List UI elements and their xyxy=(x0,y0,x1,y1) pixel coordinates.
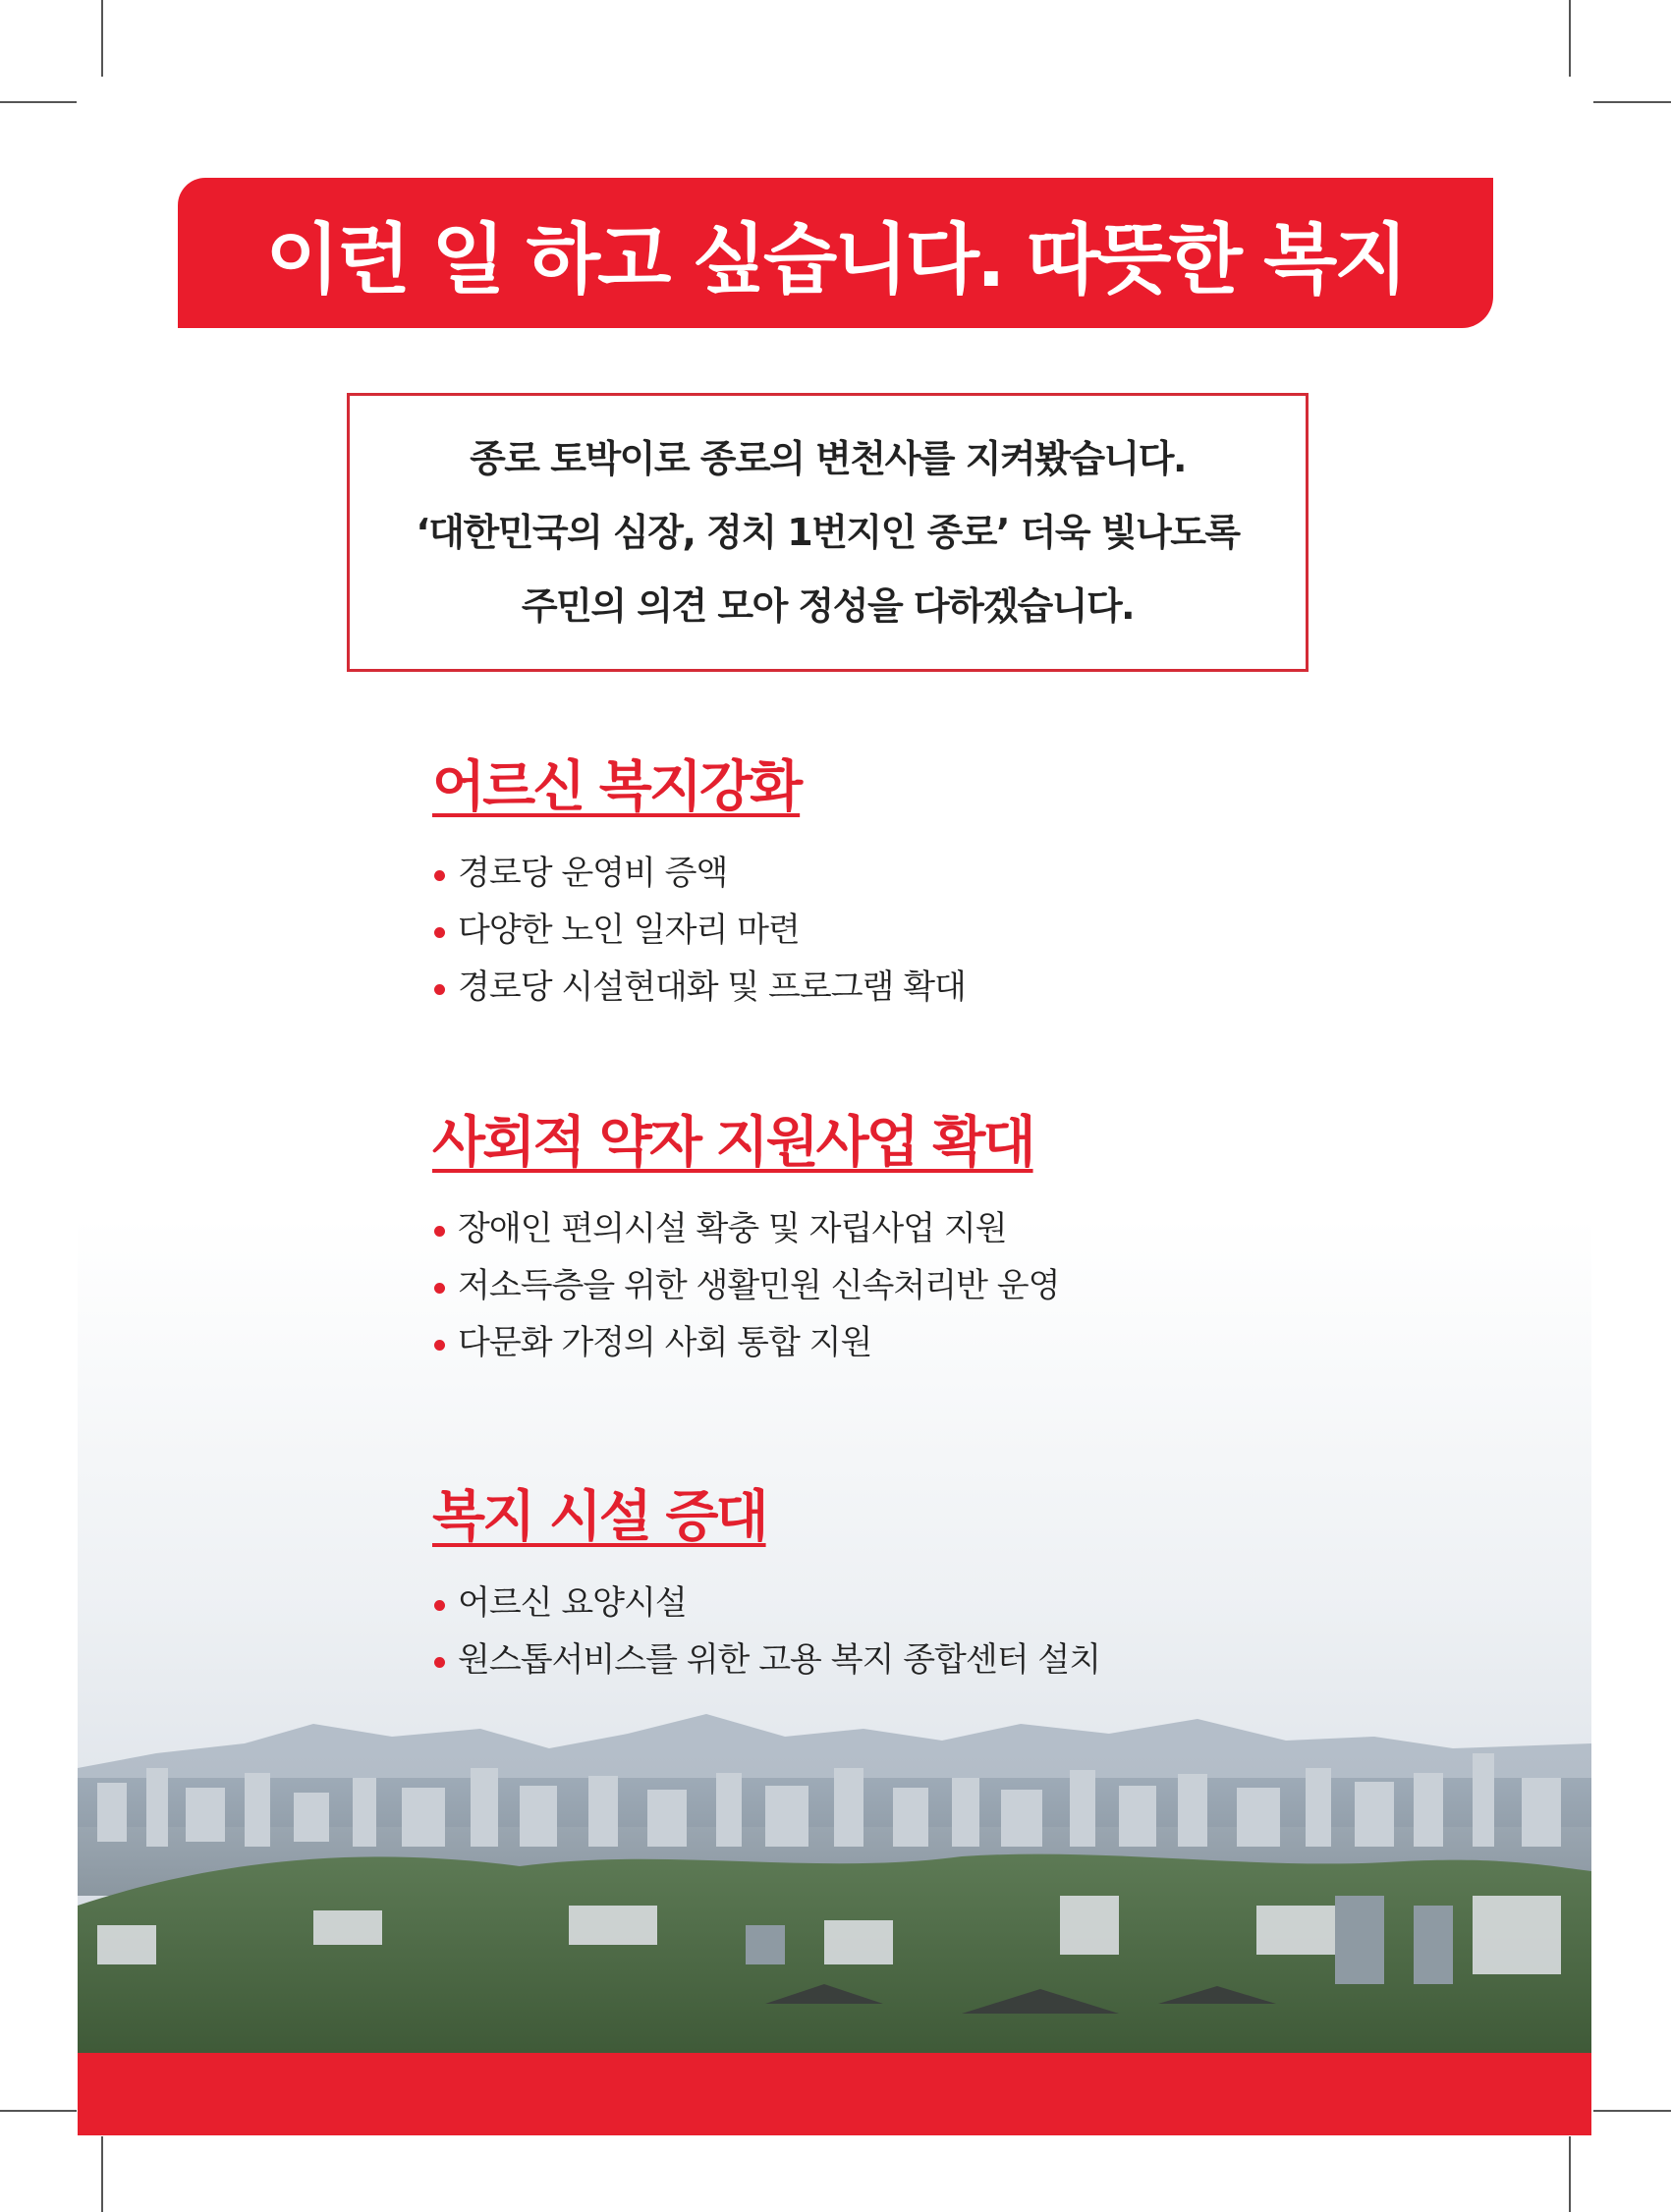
list-item: 다양한 노인 일자리 마련 xyxy=(432,902,1415,959)
section-senior-welfare xyxy=(432,748,1415,1016)
crop-mark xyxy=(1569,2136,1571,2212)
title-banner xyxy=(178,178,1493,328)
intro-line: ‘대한민국의 심장, 정치 1번지인 종로’ 더욱 빛나도록 xyxy=(416,510,1240,554)
section-welfare-facilities xyxy=(432,1478,1415,1688)
bottom-bar xyxy=(78,2053,1591,2135)
crop-mark xyxy=(101,2136,103,2212)
intro-line: 종로 토박이로 종로의 변천사를 지켜봤습니다. xyxy=(470,436,1186,480)
list-item: 경로당 운영비 증액 xyxy=(432,845,1415,902)
section-vulnerable-support xyxy=(432,1104,1415,1371)
crop-mark xyxy=(1569,0,1571,77)
list-item: 어르신 요양시설 xyxy=(432,1575,1415,1631)
intro-box xyxy=(347,393,1309,672)
crop-mark xyxy=(0,2110,77,2112)
list-item: 저소득층을 위한 생활민원 신속처리반 운영 xyxy=(432,1257,1415,1314)
bullet-list xyxy=(432,845,1415,1016)
bullet-list xyxy=(432,1200,1415,1371)
section-heading: 사회적 약자 지원사업 확대 xyxy=(432,1111,1033,1175)
intro-line: 주민의 의견 모아 정성을 다하겠습니다. xyxy=(521,583,1135,628)
crop-mark xyxy=(101,0,103,77)
crop-mark xyxy=(1593,101,1671,103)
crop-mark xyxy=(0,101,77,103)
section-heading: 어르신 복지강화 xyxy=(432,755,801,819)
list-item: 경로당 시설현대화 및 프로그램 확대 xyxy=(432,959,1415,1016)
list-item: 원스톱서비스를 위한 고용 복지 종합센터 설치 xyxy=(432,1631,1415,1688)
list-item: 장애인 편의시설 확충 및 자립사업 지원 xyxy=(432,1200,1415,1257)
section-heading: 복지 시설 증대 xyxy=(432,1485,766,1549)
crop-mark xyxy=(1593,2110,1671,2112)
page-title: 이런 일 하고 싶습니다. 따뜻한 복지 xyxy=(265,215,1406,304)
list-item: 다문화 가정의 사회 통합 지원 xyxy=(432,1314,1415,1371)
bullet-list xyxy=(432,1575,1415,1688)
